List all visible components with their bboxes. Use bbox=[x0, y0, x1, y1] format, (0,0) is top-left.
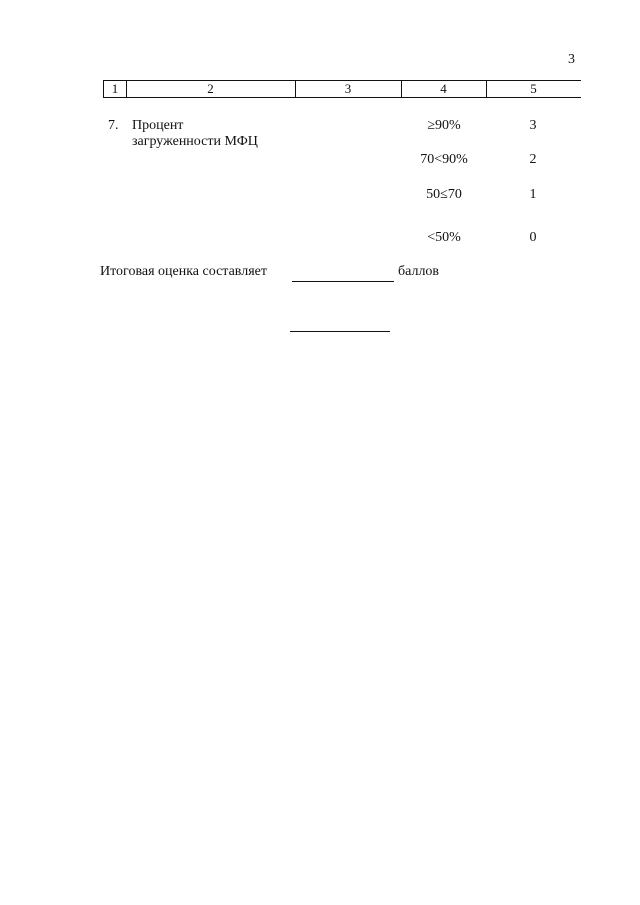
row-number: 7. bbox=[108, 118, 119, 133]
column-header-4: 4 bbox=[440, 81, 447, 96]
column-header-1: 1 bbox=[111, 81, 119, 96]
end-separator-line bbox=[290, 331, 390, 332]
criterion-score: 0 bbox=[529, 230, 537, 245]
criterion-range: <50% bbox=[427, 230, 461, 245]
criterion-range: ≥90% bbox=[427, 118, 461, 133]
total-score-unit: баллов bbox=[398, 264, 440, 279]
page-number: 3 bbox=[568, 52, 575, 67]
column-header-5: 5 bbox=[530, 81, 537, 96]
criterion-score: 3 bbox=[529, 118, 537, 133]
indicator-name-line2: загруженности МФЦ bbox=[132, 134, 258, 149]
criterion-range: 70<90% bbox=[420, 152, 468, 167]
criterion-range: 50≤70 bbox=[426, 187, 462, 202]
criterion-score: 2 bbox=[529, 152, 537, 167]
total-score-label: Итоговая оценка составляет bbox=[100, 264, 267, 279]
total-score-blank[interactable] bbox=[292, 281, 394, 282]
criterion-score: 1 bbox=[529, 187, 537, 202]
column-header-3: 3 bbox=[344, 81, 352, 96]
indicator-name-line1: Процент bbox=[132, 118, 184, 133]
table-header-row bbox=[103, 80, 581, 98]
column-header-2: 2 bbox=[207, 81, 214, 96]
